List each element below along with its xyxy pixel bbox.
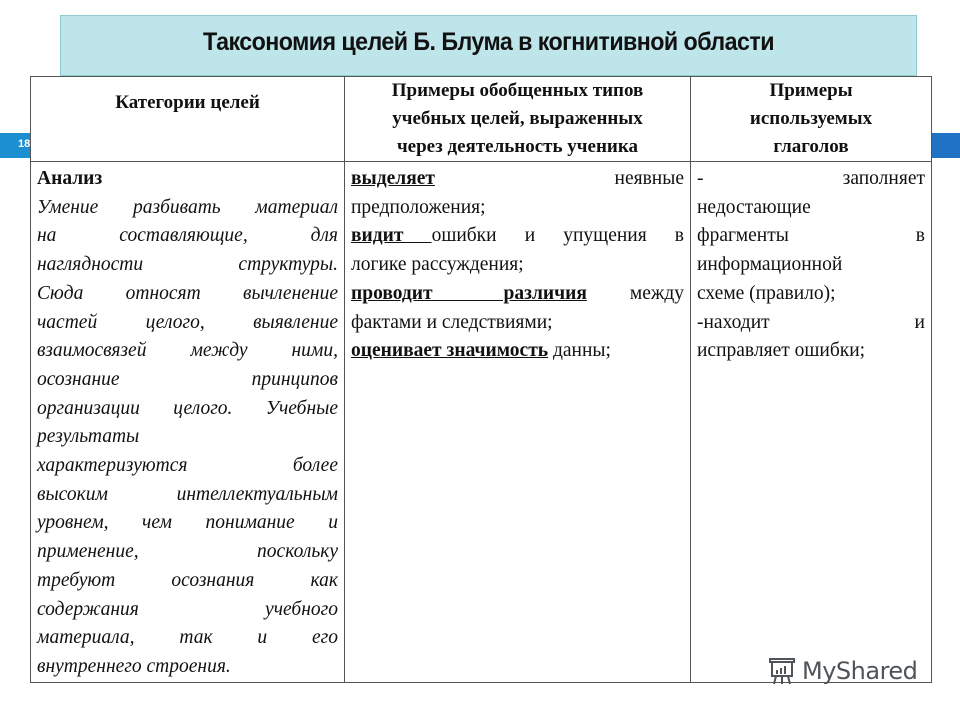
watermark — [766, 656, 917, 686]
header-line: учебных целей, выраженных — [392, 108, 643, 129]
verb-line: информационной — [697, 254, 843, 276]
header-line: используемых — [749, 108, 873, 129]
verb-line: -находит и — [697, 311, 925, 333]
header-line: глаголов — [773, 136, 849, 157]
slide-accent-bar-right — [931, 133, 960, 158]
verb-line: - заполняет — [697, 168, 925, 189]
description-line: наглядности структуры. — [37, 254, 338, 276]
goal-example-line — [351, 165, 684, 194]
verb-line: исправляет ошибки; — [697, 340, 866, 362]
description-line: материала, так и его — [37, 627, 338, 649]
verb-highlight: выделяет — [351, 168, 435, 189]
category-cell — [31, 162, 345, 683]
table-header-row — [31, 77, 932, 162]
description-line: содержания учебного — [37, 598, 338, 620]
goal-example-line — [351, 280, 684, 309]
category-name: Анализ — [37, 168, 103, 189]
goal-example-line: фактами и следствиями; — [351, 311, 553, 333]
table-row — [31, 162, 932, 683]
goal-example-line — [351, 337, 684, 366]
description-line: результаты — [37, 426, 140, 448]
description-line: применение, поскольку — [37, 541, 338, 563]
header-line: Примеры — [769, 80, 853, 101]
header-line: Примеры обобщенных типов — [391, 80, 644, 101]
description-line: Умение разбивать материал — [37, 196, 338, 218]
header-goal-types — [345, 77, 691, 162]
description-line: внутреннего строения. — [37, 655, 231, 677]
description-line: требуют осознания как — [37, 569, 338, 591]
description-line: высоким интеллектуальным — [37, 483, 338, 505]
goal-example-line — [351, 222, 684, 251]
presentation-board-icon — [766, 656, 798, 686]
goal-text: между — [629, 282, 685, 304]
verb-line: фрагменты в — [697, 225, 925, 247]
goal-example-line: предположения; — [351, 196, 486, 218]
description-line: уровнем, чем понимание и — [37, 512, 338, 534]
description-line: характеризуются более — [37, 455, 338, 477]
description-line: Сюда относят вычленение — [37, 282, 338, 304]
description-line: частей целого, выявление — [37, 311, 338, 333]
description-line: организации целого. Учебные — [37, 397, 338, 419]
verb-line: схеме (правило); — [697, 282, 836, 304]
description-line: осознание принципов — [37, 368, 338, 390]
verb-highlight: проводит различия — [351, 282, 587, 304]
taxonomy-table — [30, 76, 932, 683]
verbs-cell — [691, 162, 932, 683]
verb-highlight: оценивает значимость — [351, 340, 549, 362]
goal-examples-cell — [345, 162, 691, 683]
verb-line: недостающие — [697, 196, 811, 218]
description-line: взаимосвязей между ними, — [37, 340, 338, 362]
goal-text: неявные — [614, 168, 684, 189]
goal-text: данны; — [548, 340, 611, 362]
header-line: через деятельность ученика — [396, 136, 639, 157]
goal-example-line: логике рассуждения; — [351, 254, 524, 276]
header-categories: Категории целей — [31, 77, 345, 162]
slide-number: 18 — [18, 138, 31, 150]
watermark-text: MyShared — [802, 657, 918, 685]
header-verbs — [691, 77, 932, 162]
slide-title: Таксономия целей Б. Блума в когнитивной области — [203, 28, 774, 56]
description-line: на составляющие, для — [37, 225, 338, 247]
goal-text: ошибки и упущения в — [431, 225, 684, 247]
verb-highlight: видит — [351, 225, 432, 247]
